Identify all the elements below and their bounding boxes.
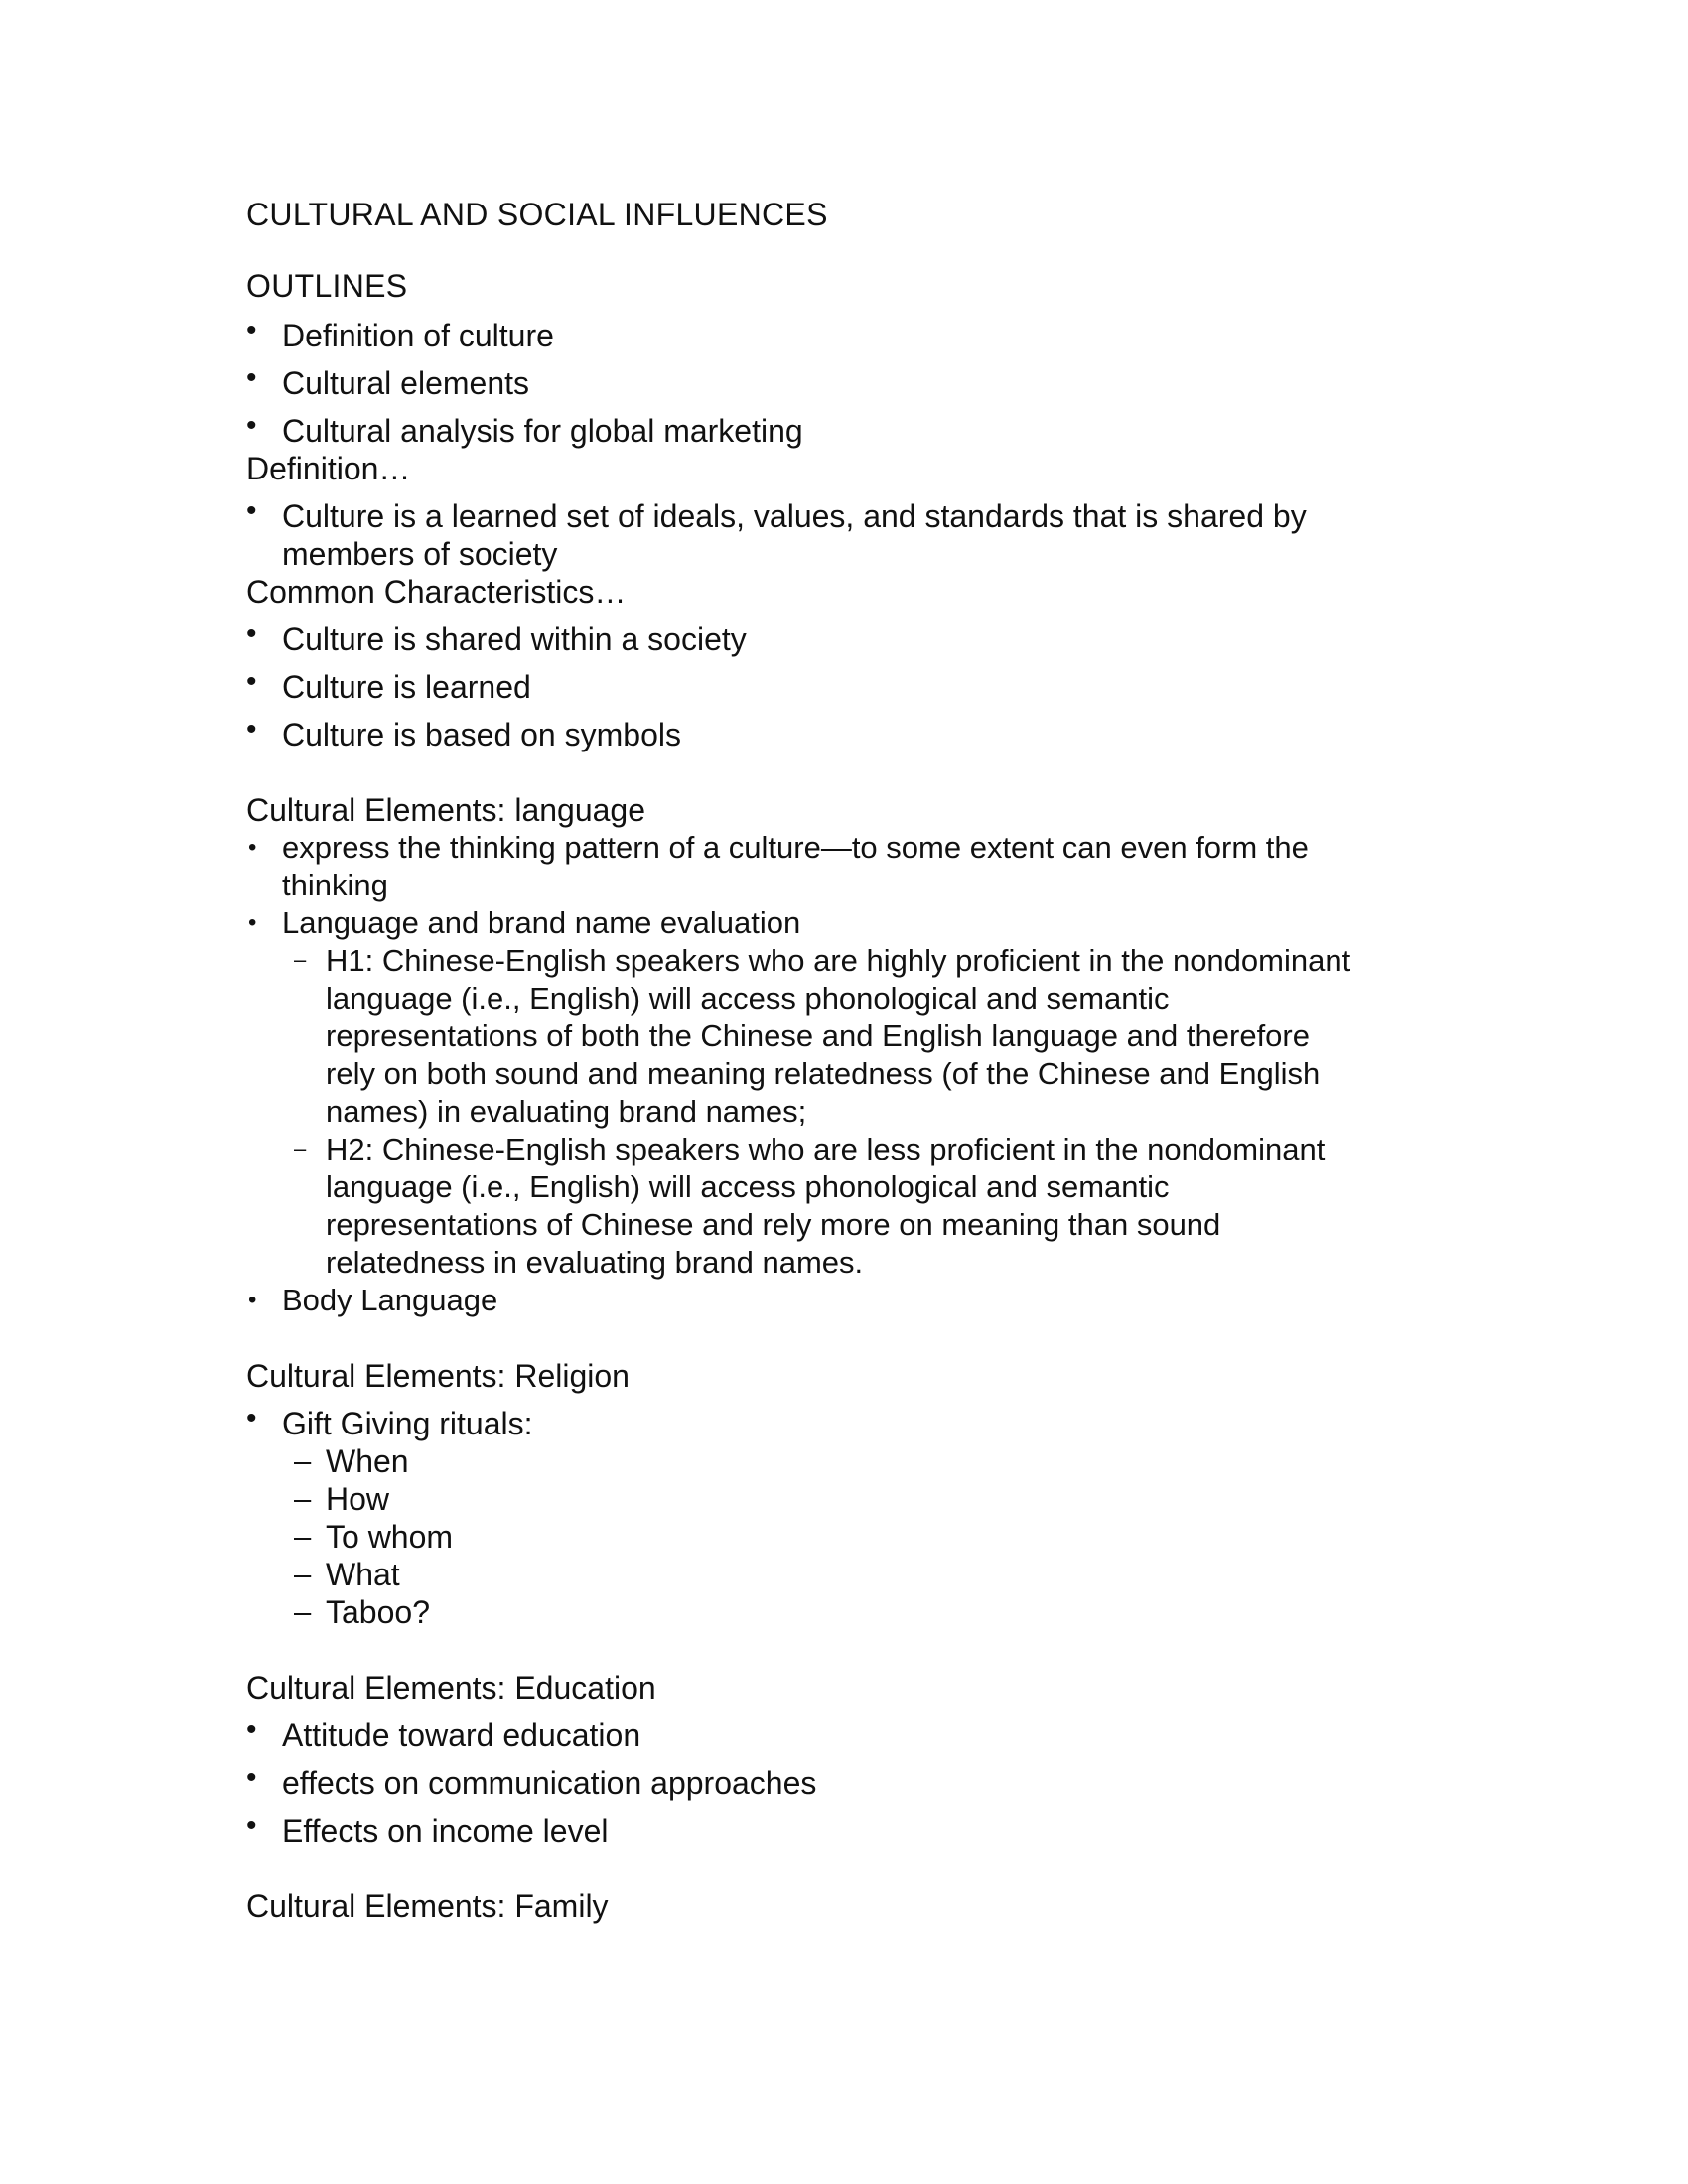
h1-line: representations of both the Chinese and English language and therefore: [326, 1019, 1310, 1053]
h2-line: language (i.e., English) will access phonological and semantic: [326, 1169, 1170, 1204]
bullet-icon: •: [248, 834, 257, 861]
religion-item: Gift Giving rituals:: [282, 1406, 533, 1441]
dash-icon: –: [294, 1443, 312, 1478]
education-item: effects on communication approaches: [282, 1765, 817, 1801]
religion-subitem: When: [326, 1443, 409, 1479]
h1-line: H1: Chinese-English speakers who are highly proficient in the nondominant: [326, 943, 1351, 978]
family-heading: Cultural Elements: Family: [246, 1888, 609, 1924]
characteristic-item: Culture is learned: [282, 669, 531, 705]
dash-icon: –: [294, 1594, 312, 1629]
language-item-line-2: thinking: [282, 868, 388, 902]
bullet-icon: •: [246, 361, 257, 394]
language-item: Body Language: [282, 1283, 498, 1317]
bullet-icon: •: [246, 1402, 257, 1434]
outline-item: Definition of culture: [282, 318, 554, 353]
bullet-icon: •: [246, 1713, 257, 1746]
h2-line: relatedness in evaluating brand names.: [326, 1245, 864, 1280]
dash-icon: –: [294, 1519, 312, 1554]
h1-line: rely on both sound and meaning relatedness (of the Chinese and English: [326, 1056, 1321, 1091]
definition-item-line-1: Culture is a learned set of ideals, values, and standards that is shared by: [282, 498, 1307, 534]
language-heading: Cultural Elements: language: [246, 792, 646, 828]
education-item: Effects on income level: [282, 1813, 609, 1848]
characteristic-item: Culture is shared within a society: [282, 621, 747, 657]
education-item: Attitude toward education: [282, 1717, 641, 1753]
dash-icon: –: [294, 1557, 312, 1591]
bullet-icon: •: [248, 909, 257, 936]
bullet-icon: •: [246, 1809, 257, 1842]
bullet-icon: •: [246, 314, 257, 346]
h2-line: representations of Chinese and rely more on meaning than sound: [326, 1207, 1221, 1242]
bullet-icon: •: [246, 409, 257, 442]
bullet-icon: •: [248, 1287, 257, 1313]
religion-subitem: How: [326, 1481, 390, 1517]
dash-icon: –: [294, 1481, 312, 1516]
characteristics-heading: Common Characteristics…: [246, 574, 627, 610]
outline-item: Cultural elements: [282, 365, 529, 401]
document-title: CULTURAL AND SOCIAL INFLUENCES: [246, 197, 828, 232]
definition-heading: Definition…: [246, 451, 411, 486]
outlines-heading: OUTLINES: [246, 268, 408, 304]
h1-line: names) in evaluating brand names;: [326, 1094, 807, 1129]
dash-icon: –: [294, 1136, 307, 1160]
religion-subitem: To whom: [326, 1519, 454, 1555]
h1-line: language (i.e., English) will access phonological and semantic: [326, 981, 1170, 1016]
bullet-icon: •: [246, 617, 257, 650]
definition-item-line-2: members of society: [282, 536, 558, 572]
h2-line: H2: Chinese-English speakers who are less proficient in the nondominant: [326, 1132, 1326, 1166]
characteristic-item: Culture is based on symbols: [282, 717, 681, 752]
religion-subitem: Taboo?: [326, 1594, 430, 1630]
bullet-icon: •: [246, 713, 257, 746]
language-item: Language and brand name evaluation: [282, 905, 801, 940]
bullet-icon: •: [246, 494, 257, 527]
religion-heading: Cultural Elements: Religion: [246, 1358, 630, 1394]
outline-item: Cultural analysis for global marketing: [282, 413, 803, 449]
language-item-line-1: express the thinking pattern of a culture—to some extent can even form the: [282, 830, 1309, 865]
education-heading: Cultural Elements: Education: [246, 1670, 656, 1706]
dash-icon: –: [294, 947, 307, 972]
religion-subitem: What: [326, 1557, 400, 1592]
bullet-icon: •: [246, 665, 257, 698]
bullet-icon: •: [246, 1761, 257, 1794]
